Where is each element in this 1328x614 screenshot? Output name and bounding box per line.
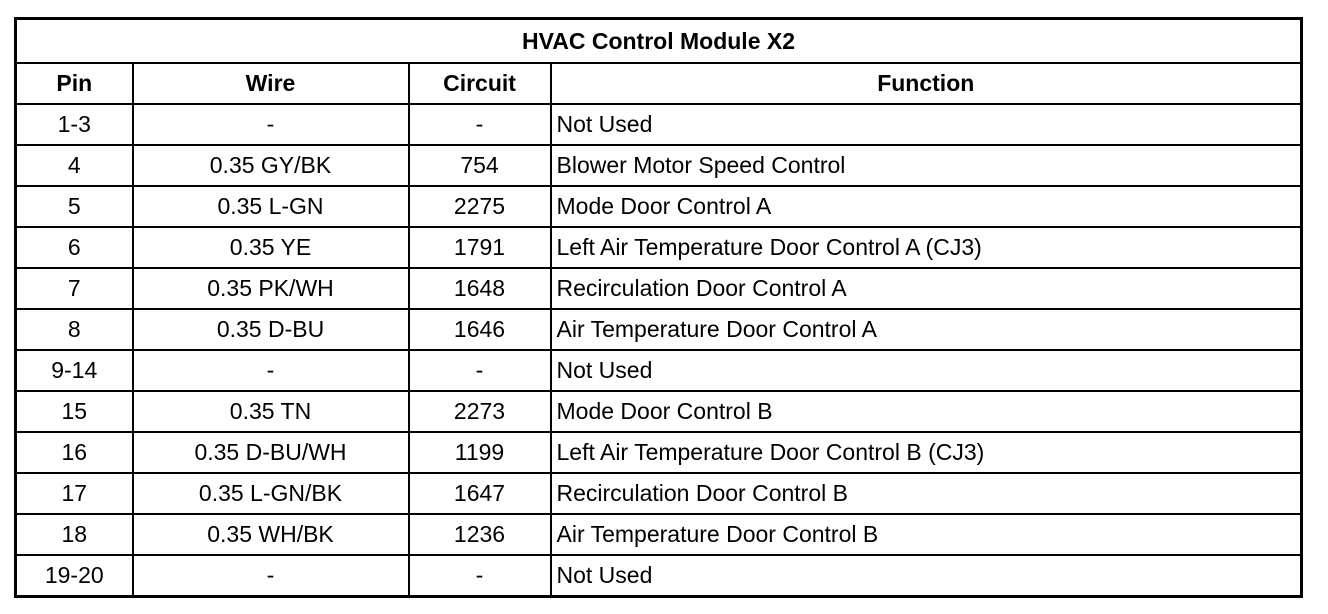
wire-cell: -	[133, 350, 409, 391]
pin-cell: 18	[16, 514, 133, 555]
function-cell: Left Air Temperature Door Control B (CJ3)	[551, 432, 1302, 473]
table-title: HVAC Control Module X2	[16, 19, 1302, 64]
circuit-cell: 2275	[409, 186, 551, 227]
function-cell: Mode Door Control A	[551, 186, 1302, 227]
function-cell: Mode Door Control B	[551, 391, 1302, 432]
table-row	[16, 309, 1302, 350]
circuit-cell: 1648	[409, 268, 551, 309]
pin-cell: 15	[16, 391, 133, 432]
function-cell: Air Temperature Door Control A	[551, 309, 1302, 350]
circuit-cell: 1647	[409, 473, 551, 514]
function-cell: Left Air Temperature Door Control A (CJ3)	[551, 227, 1302, 268]
circuit-cell: 1791	[409, 227, 551, 268]
wire-cell: 0.35 D-BU/WH	[133, 432, 409, 473]
pin-cell: 1-3	[16, 104, 133, 145]
table-row	[16, 432, 1302, 473]
table-row	[16, 555, 1302, 596]
circuit-cell: -	[409, 555, 551, 596]
circuit-cell: -	[409, 104, 551, 145]
function-cell: Not Used	[551, 555, 1302, 596]
circuit-cell: 1236	[409, 514, 551, 555]
wire-cell: -	[133, 104, 409, 145]
table-row	[16, 268, 1302, 309]
circuit-cell: 1199	[409, 432, 551, 473]
wire-cell: -	[133, 555, 409, 596]
pin-cell: 8	[16, 309, 133, 350]
function-cell: Recirculation Door Control B	[551, 473, 1302, 514]
table-row	[16, 391, 1302, 432]
wire-cell: 0.35 TN	[133, 391, 409, 432]
pin-cell: 16	[16, 432, 133, 473]
table-row	[16, 514, 1302, 555]
header-circuit: Circuit	[409, 63, 551, 104]
circuit-cell: 754	[409, 145, 551, 186]
function-cell: Air Temperature Door Control B	[551, 514, 1302, 555]
wire-cell: 0.35 D-BU	[133, 309, 409, 350]
wire-cell: 0.35 YE	[133, 227, 409, 268]
function-cell: Blower Motor Speed Control	[551, 145, 1302, 186]
wire-cell: 0.35 WH/BK	[133, 514, 409, 555]
pin-cell: 5	[16, 186, 133, 227]
wire-cell: 0.35 PK/WH	[133, 268, 409, 309]
wire-cell: 0.35 L-GN/BK	[133, 473, 409, 514]
pin-cell: 17	[16, 473, 133, 514]
function-cell: Not Used	[551, 350, 1302, 391]
pin-cell: 7	[16, 268, 133, 309]
wire-cell: 0.35 L-GN	[133, 186, 409, 227]
header-wire: Wire	[133, 63, 409, 104]
header-pin: Pin	[16, 63, 133, 104]
connector-table	[14, 17, 1303, 598]
pin-cell: 9-14	[16, 350, 133, 391]
table-row	[16, 227, 1302, 268]
table-row	[16, 350, 1302, 391]
table-row	[16, 186, 1302, 227]
wire-cell: 0.35 GY/BK	[133, 145, 409, 186]
pin-cell: 6	[16, 227, 133, 268]
header-function: Function	[551, 63, 1302, 104]
table-row	[16, 473, 1302, 514]
circuit-cell: -	[409, 350, 551, 391]
pin-cell: 4	[16, 145, 133, 186]
function-cell: Not Used	[551, 104, 1302, 145]
circuit-cell: 2273	[409, 391, 551, 432]
table-row	[16, 145, 1302, 186]
circuit-cell: 1646	[409, 309, 551, 350]
function-cell: Recirculation Door Control A	[551, 268, 1302, 309]
pin-cell: 19-20	[16, 555, 133, 596]
table-row	[16, 104, 1302, 145]
